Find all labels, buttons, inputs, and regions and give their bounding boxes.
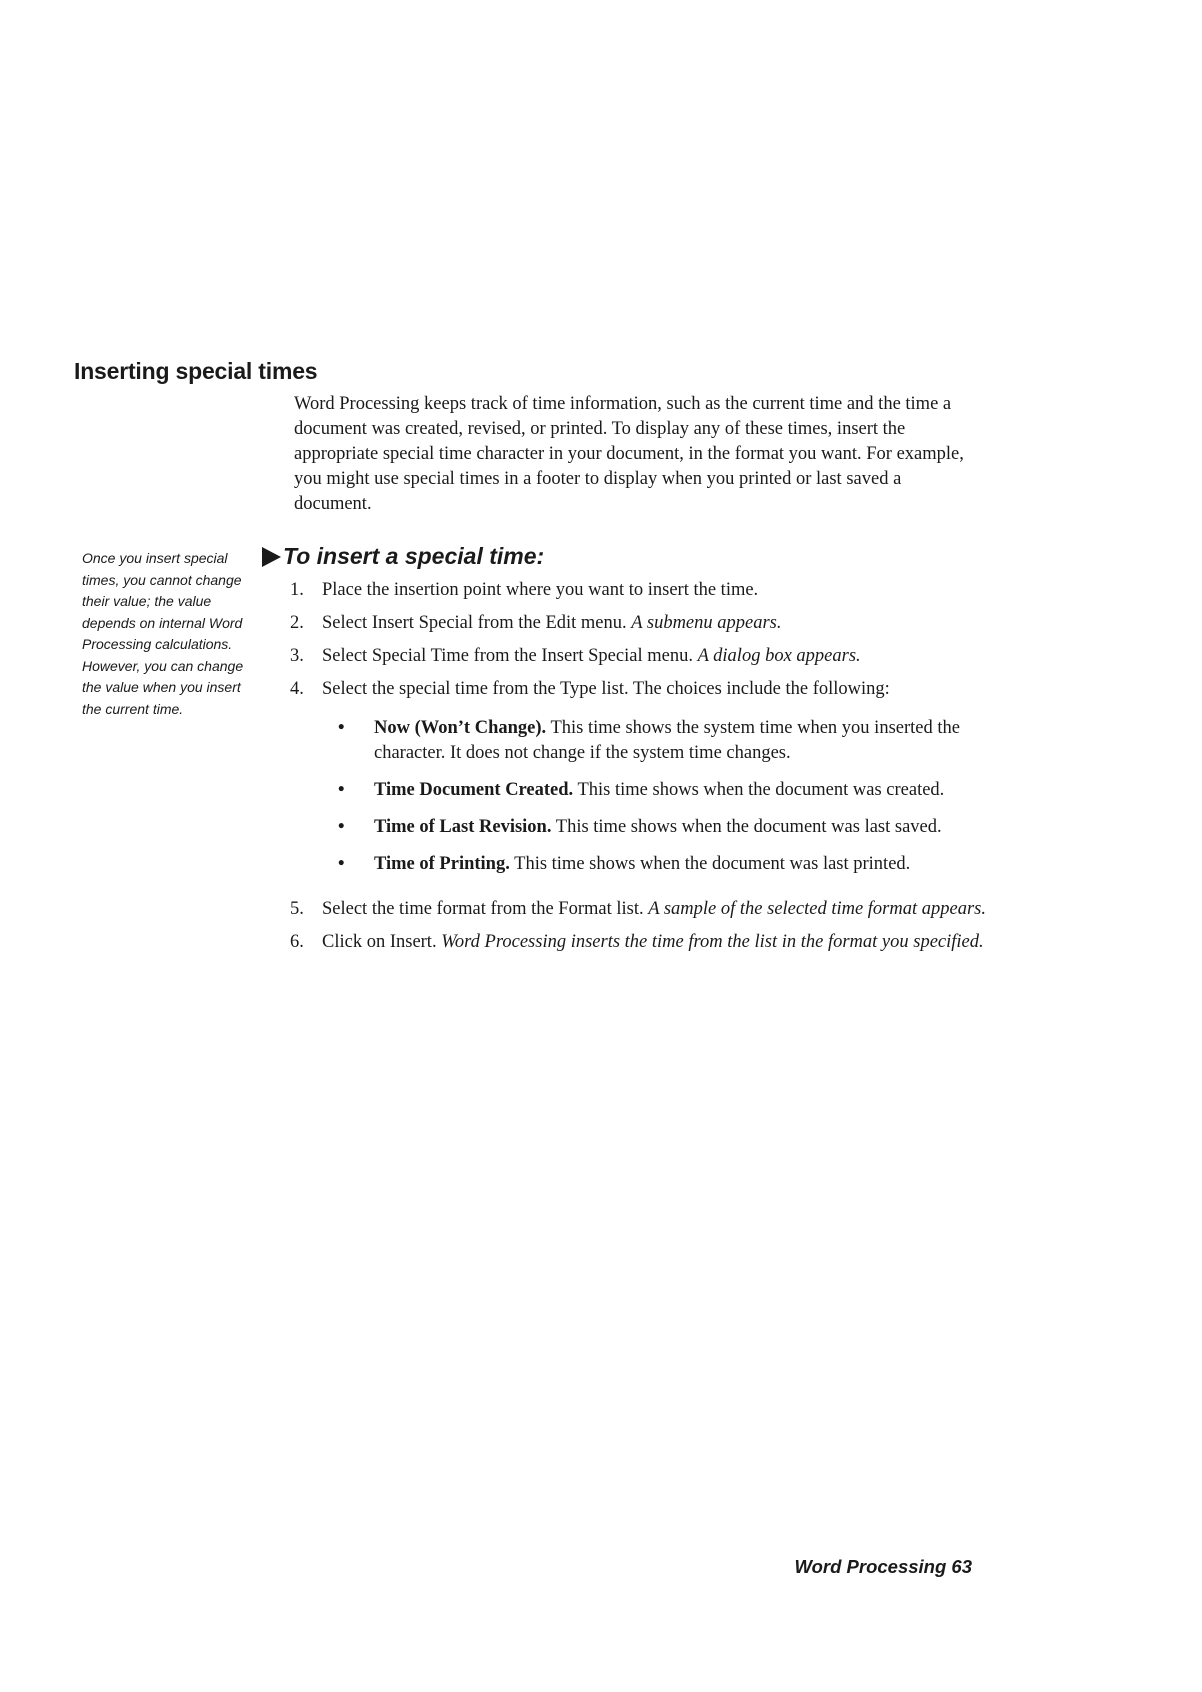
step-text: Select Insert Special from the Edit menu. bbox=[322, 613, 627, 633]
choice-term: Time of Last Revision. bbox=[374, 817, 552, 837]
bullet-icon: • bbox=[338, 854, 345, 874]
step-text: Click on Insert. bbox=[322, 932, 437, 952]
step-text: Select the special time from the Type list. The choices include the following: bbox=[322, 679, 890, 699]
choice-desc: This time shows when the document was created. bbox=[577, 780, 945, 800]
step-body bbox=[322, 644, 990, 669]
step-body bbox=[322, 611, 990, 636]
intro-paragraph: Word Processing keeps track of time information, such as the current time and the time a document was created, revised, or printed. To display any of these times, insert the appropriate special time character in your document, in the format you want. For example, you might use special times in a footer to display when you printed or last saved a document. bbox=[294, 394, 964, 514]
step-4 bbox=[290, 677, 990, 889]
margin-note: Once you insert special times, you cannot change their value; the value depends on internal Word Processing calculations. However, you can change the value when you insert the current time. bbox=[82, 550, 244, 717]
choice-term: Now (Won’t Change). bbox=[374, 718, 547, 738]
section-title: Inserting special times bbox=[74, 358, 318, 384]
procedure-title: To insert a special time: bbox=[283, 543, 545, 569]
step-result: A submenu appears. bbox=[631, 613, 782, 633]
bullet-icon: • bbox=[338, 780, 345, 800]
step-result: A dialog box appears. bbox=[697, 646, 861, 666]
choice-item bbox=[322, 852, 990, 877]
step-1 bbox=[290, 578, 990, 603]
choice-text bbox=[368, 852, 990, 877]
choice-term: Time Document Created. bbox=[374, 780, 574, 800]
step-number: 4. bbox=[290, 679, 304, 699]
step-body bbox=[322, 930, 990, 955]
step-text: Place the insertion point where you want to insert the time. bbox=[322, 580, 759, 600]
step-number: 2. bbox=[290, 613, 304, 633]
step-number: 5. bbox=[290, 899, 304, 919]
step-body bbox=[322, 897, 990, 922]
step-3 bbox=[290, 644, 990, 669]
step-text: Select Special Time from the Insert Special menu. bbox=[322, 646, 693, 666]
procedure-steps bbox=[290, 578, 990, 963]
step-result: A sample of the selected time format appears. bbox=[648, 899, 986, 919]
step-5 bbox=[290, 897, 990, 922]
step-result: Word Processing inserts the time from the list in the format you specified. bbox=[441, 932, 984, 952]
step-2 bbox=[290, 611, 990, 636]
choice-text bbox=[368, 778, 990, 803]
page-footer: Word Processing 63 bbox=[794, 1556, 972, 1577]
procedure-heading bbox=[262, 543, 544, 570]
choice-text bbox=[368, 716, 990, 766]
arrow-right-icon bbox=[262, 547, 281, 567]
step-body bbox=[322, 578, 990, 603]
choice-desc: This time shows the system time when you inserted the character. It does not change if the system time changes. bbox=[374, 718, 960, 763]
bullet-icon: • bbox=[338, 817, 345, 837]
step-number: 1. bbox=[290, 580, 304, 600]
step-text: Select the time format from the Format list. bbox=[322, 899, 644, 919]
choice-item bbox=[322, 778, 990, 803]
choice-term: Time of Printing. bbox=[374, 854, 510, 874]
choice-item bbox=[322, 716, 990, 766]
step-number: 6. bbox=[290, 932, 304, 952]
choice-text bbox=[368, 815, 990, 840]
choice-desc: This time shows when the document was last printed. bbox=[514, 854, 911, 874]
step-6 bbox=[290, 930, 990, 955]
choice-item bbox=[322, 815, 990, 840]
choice-desc: This time shows when the document was last saved. bbox=[555, 817, 942, 837]
choice-list bbox=[322, 716, 990, 877]
bullet-icon: • bbox=[338, 718, 345, 738]
step-body bbox=[322, 677, 990, 889]
step-number: 3. bbox=[290, 646, 304, 666]
